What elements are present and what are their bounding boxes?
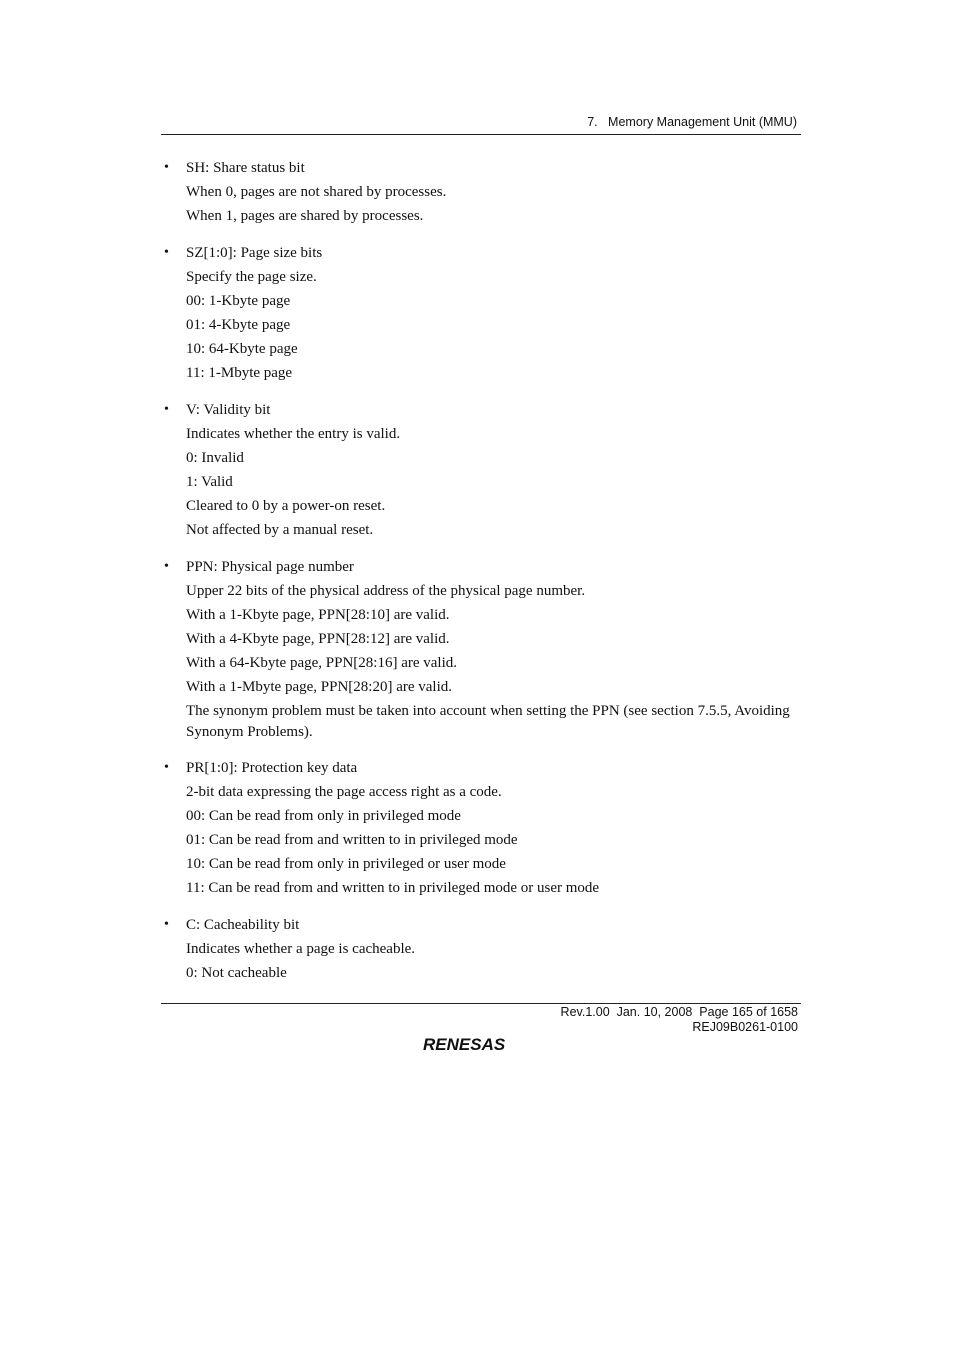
item-line: 10: 64-Kbyte page xyxy=(186,341,298,357)
item-line: With a 1-Mbyte page, PPN[28:20] are valid. xyxy=(186,679,453,695)
item-line: 0: Not cacheable xyxy=(186,965,287,981)
list-item-sh xyxy=(161,156,801,228)
item-line: Indicates whether the entry is valid. xyxy=(186,426,401,442)
list-item-v xyxy=(161,398,801,542)
list-item-c xyxy=(161,913,801,985)
item-line: With a 64-Kbyte page, PPN[28:16] are valid. xyxy=(186,655,457,671)
item-line: 01: Can be read from and written to in privileged mode xyxy=(186,832,518,848)
item-line: 0: Invalid xyxy=(186,450,244,466)
list-item-pr xyxy=(161,756,801,900)
bullet-icon: • xyxy=(164,402,169,417)
item-line: 01: 4-Kbyte page xyxy=(186,317,291,333)
item-line: 11: Can be read from and written to in privileged mode or user mode xyxy=(186,880,600,896)
main-content xyxy=(161,156,801,998)
item-line: 10: Can be read from only in privileged or user mode xyxy=(186,856,506,872)
item-line: 2-bit data expressing the page access right as a code. xyxy=(186,784,502,800)
item-title: C: Cacheability bit xyxy=(186,917,300,933)
bullet-icon: • xyxy=(164,917,169,932)
item-line: With a 1-Kbyte page, PPN[28:10] are valid. xyxy=(186,607,450,623)
logo-text: RENESAS xyxy=(423,1035,506,1054)
document-number: REJ09B0261-0100 xyxy=(692,1020,798,1034)
item-line: 00: 1-Kbyte page xyxy=(186,293,291,309)
item-line: Cleared to 0 by a power-on reset. xyxy=(186,498,386,514)
item-title: PR[1:0]: Protection key data xyxy=(186,760,358,776)
item-title: SZ[1:0]: Page size bits xyxy=(186,245,323,261)
page-footer xyxy=(561,1005,798,1035)
item-line: Not affected by a manual reset. xyxy=(186,522,374,538)
item-line: Indicates whether a page is cacheable. xyxy=(186,941,416,957)
footer-rule xyxy=(161,1003,801,1004)
item-line: Upper 22 bits of the physical address of the physical page number. xyxy=(186,583,586,599)
item-line: With a 4-Kbyte page, PPN[28:12] are valid. xyxy=(186,631,450,647)
item-line: When 1, pages are shared by processes. xyxy=(186,208,424,224)
bullet-icon: • xyxy=(164,160,169,175)
item-line: 1: Valid xyxy=(186,474,233,490)
item-line: Specify the page size. xyxy=(186,269,317,285)
item-line: When 0, pages are not shared by processes. xyxy=(186,184,447,200)
bullet-icon: • xyxy=(164,760,169,775)
item-title: V: Validity bit xyxy=(186,402,271,418)
revision-info: Rev.1.00 Jan. 10, 2008 Page 165 of 1658 xyxy=(560,1005,798,1019)
item-line: The synonym problem must be taken into account when setting the PPN (see section 7.5.5, Avoiding Synonym Problems). xyxy=(186,703,790,740)
renesas-logo xyxy=(421,1033,541,1055)
item-title: SH: Share status bit xyxy=(186,160,305,176)
item-line: 11: 1-Mbyte page xyxy=(186,365,293,381)
bullet-icon: • xyxy=(164,559,169,574)
item-line: 00: Can be read from only in privileged mode xyxy=(186,808,461,824)
item-title: PPN: Physical page number xyxy=(186,559,354,575)
header-rule xyxy=(161,134,801,135)
list-item-sz xyxy=(161,241,801,385)
list-item-ppn xyxy=(161,555,801,743)
running-header: 7. Memory Management Unit (MMU) xyxy=(587,115,797,129)
bullet-icon: • xyxy=(164,245,169,260)
